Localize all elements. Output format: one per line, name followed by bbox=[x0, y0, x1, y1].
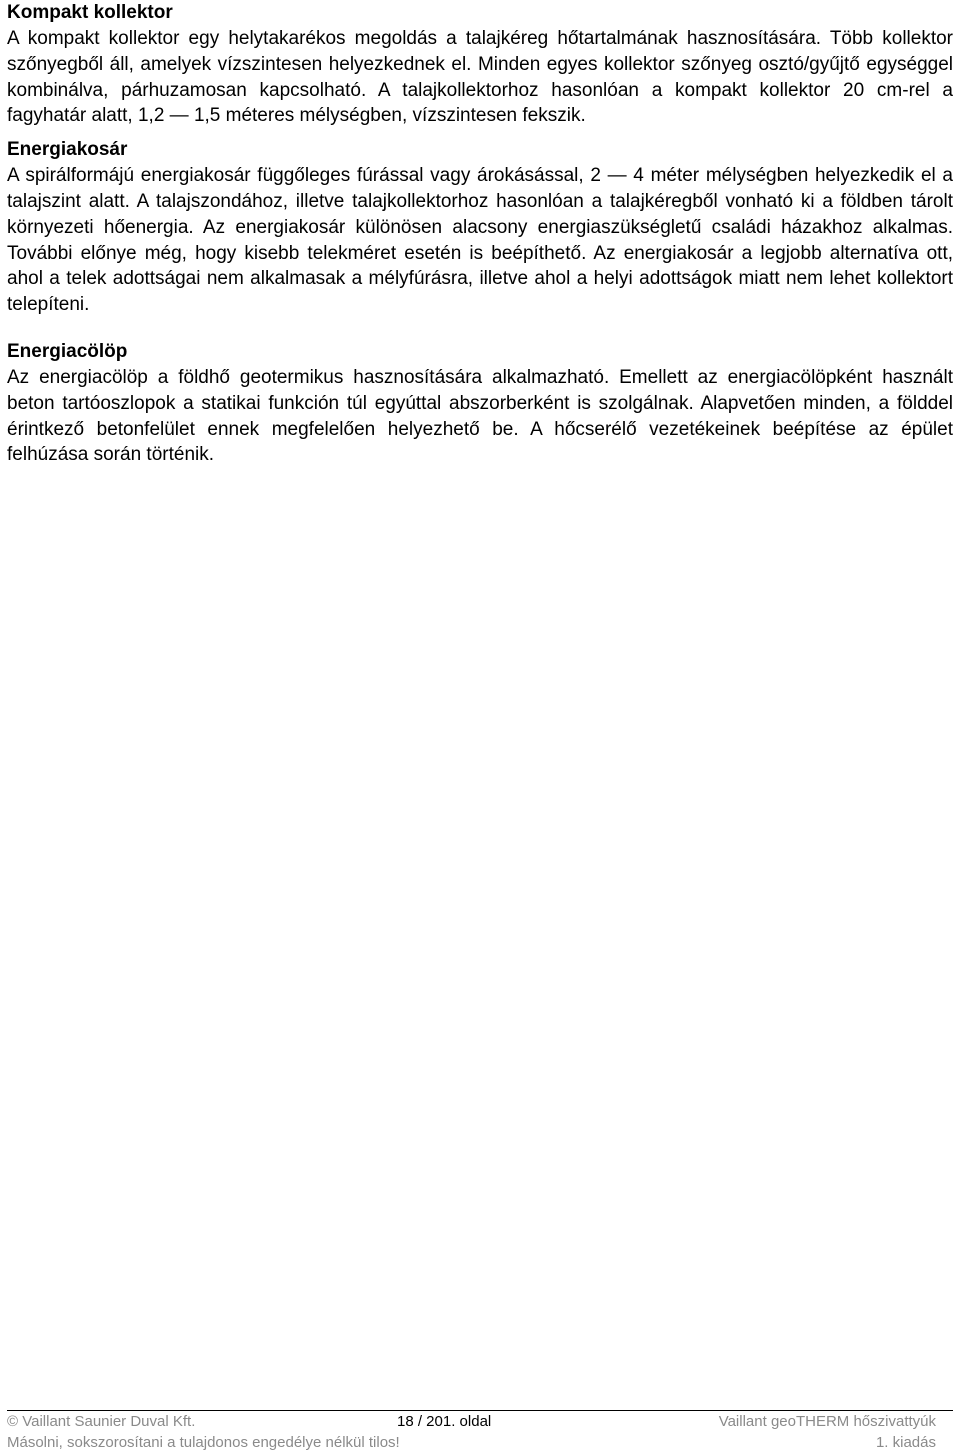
section-body: A kompakt kollektor egy helytakarékos megoldás a talajkéreg hőtartalmának hasznosítására. Több kollektor szőnyegből áll, amelyek vízszintesen helyezkednek el. Minden egyes kollektor szőnyeg osztó/gyűjtő egységgel kombinálva, párhuzamosan kapcsolható. A talajkollektorhoz hasonlóan a kompakt kollektor 20 cm-rel a fagyhatár alatt, 1,2 — 1,5 méteres mélységben, vízszintesen fekszik. bbox=[7, 28, 953, 127]
section-title: Kompakt kollektor bbox=[7, 2, 173, 23]
footer-row-bottom bbox=[7, 1432, 953, 1453]
footer-row-top bbox=[7, 1411, 953, 1432]
section-body: Az energiacölöp a földhő geotermikus hasznosítására alkalmazható. Emellett az energiacölöpként használt beton tartóoszlopok a statikai funkción túl egyúttal abszorberként is szolgálnak. Alapvetően minden, a földdel érintkező betonfelület ennek megfelelően helyezhető be. A hőcserélő vezetékeinek beépítése az épület felhúzása során történik. bbox=[7, 366, 953, 466]
footer-copyright: © Vaillant Saunier Duval Kft. bbox=[7, 1413, 196, 1430]
section-body: A spirálformájú energiakosár függőleges fúrással vagy árokásással, 2 — 4 méter mélységben helyezkedik el a talajszint alatt. A talajszondához, illetve talajkollektorhoz hasonlóan a talajkéregből vonható ki a földben tárolt környezeti hőenergia. Az energiakosár különösen alacsony energiaszükségletű családi házakhoz alkalmas. További előnye még, hogy kisebb telekméret esetén is beépíthető. Az energiakosár a legjobb alternatíva ott, ahol a telek adottságai nem alkalmasak a mélyfúrásra, illetve ahol a helyi adottságok miatt nem lehet kollektort telepíteni. bbox=[7, 165, 953, 316]
section-title: Energiakosár bbox=[7, 139, 128, 161]
section-energiakosar bbox=[7, 137, 953, 318]
footer-edition: 1. kiadás bbox=[875, 1434, 936, 1451]
section-kompakt-kollektor bbox=[7, 0, 953, 129]
section-energiacolop bbox=[7, 339, 953, 468]
footer-notice: Másolni, sokszorosítani a tulajdonos engedélye nélkül tilos! bbox=[7, 1434, 400, 1451]
section-title: Energiacölöp bbox=[7, 340, 128, 362]
footer-product: Vaillant geoTHERM hőszivattyúk bbox=[718, 1413, 936, 1430]
page-footer bbox=[7, 1410, 953, 1453]
footer-page-number: 18 / 201. oldal bbox=[397, 1413, 492, 1430]
document-content bbox=[7, 0, 953, 468]
